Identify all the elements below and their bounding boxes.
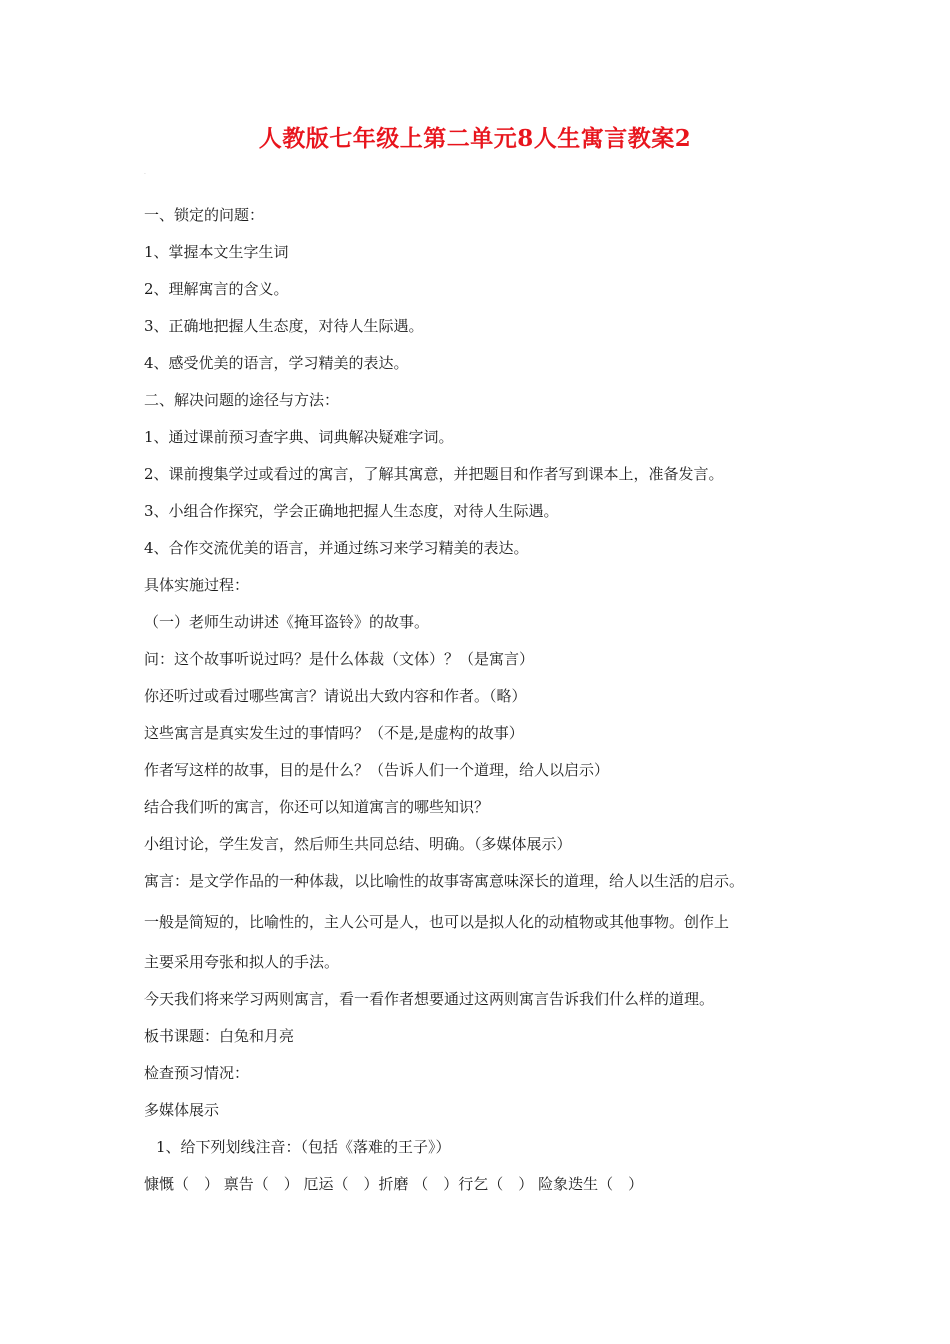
paragraph-line: 板书课题：白兔和月亮 (144, 1027, 295, 1045)
document-body (144, 197, 844, 1203)
paragraph-line: （一）老师生动讲述《掩耳盗铃》的故事。 (144, 613, 430, 631)
paragraph-line: 检查预习情况： (144, 1064, 250, 1082)
exercise-heading: 1、给下列划线注音：（包括《落难的王子》） (156, 1138, 451, 1156)
paragraph-line: 今天我们将来学习两则寓言，看一看作者想要通过这两则寓言告诉我们什么样的道理。 (144, 990, 715, 1008)
paragraph-line: 3、正确地把握人生态度，对待人生际遇。 (144, 317, 424, 335)
paragraph-line: 作者写这样的故事，目的是什么？（告诉人们一个道理，给人以启示） (144, 761, 610, 779)
exercise-line: 慷慨（ ） 禀告（ ） 厄运（ ）折磨 （ ）行乞（ ） 险象迭生（ ） (144, 1175, 644, 1193)
paragraph-line: 4、合作交流优美的语言，并通过练习来学习精美的表达。 (144, 539, 529, 557)
paragraph-line: 寓言：是文学作品的一种体裁，以比喻性的故事寄寓意味深长的道理，给人以生活的启示。 (144, 872, 745, 890)
section-heading-problems: 一、锁定的问题： (144, 206, 265, 224)
paragraph-line: 2、理解寓言的含义。 (144, 280, 289, 298)
paragraph-line: 这些寓言是真实发生过的事情吗？（不是,是虚构的故事） (144, 724, 524, 742)
paragraph-line: 主要采用夸张和拟人的手法。 (144, 953, 340, 971)
paragraph-line: 问：这个故事听说过吗？是什么体裁（文体）？（是寓言） (144, 650, 535, 668)
paragraph-line: 3、小组合作探究，学会正确地把握人生态度，对待人生际遇。 (144, 502, 559, 520)
document-title: 人教版七年级上第二单元8人生寓言教案2 (258, 125, 692, 152)
paragraph-line: 2、课前搜集学过或看过的寓言，了解其寓意，并把题目和作者写到课本上，准备发言。 (144, 465, 724, 483)
decorative-mark: · (144, 171, 146, 178)
paragraph-line: 1、通过课前预习查字典、词典解决疑难字词。 (144, 428, 454, 446)
paragraph-line: 结合我们听的寓言，你还可以知道寓言的哪些知识？ (144, 798, 490, 816)
section-heading-process: 具体实施过程： (144, 576, 250, 594)
paragraph-line: 你还听过或看过哪些寓言？请说出大致内容和作者。（略） (144, 687, 527, 705)
paragraph-line: 4、感受优美的语言，学习精美的表达。 (144, 354, 409, 372)
paragraph-line: 1、掌握本文生字生词 (144, 243, 289, 261)
section-heading-methods: 二、解决问题的途径与方法： (144, 391, 340, 409)
paragraph-line: 小组讨论，学生发言，然后师生共同总结、明确。（多媒体展示） (144, 835, 572, 853)
paragraph-line: 一般是简短的，比喻性的，主人公可是人，也可以是拟人化的动植物或其他事物。创作上 (144, 913, 730, 931)
paragraph-line: 多媒体展示 (144, 1101, 220, 1119)
